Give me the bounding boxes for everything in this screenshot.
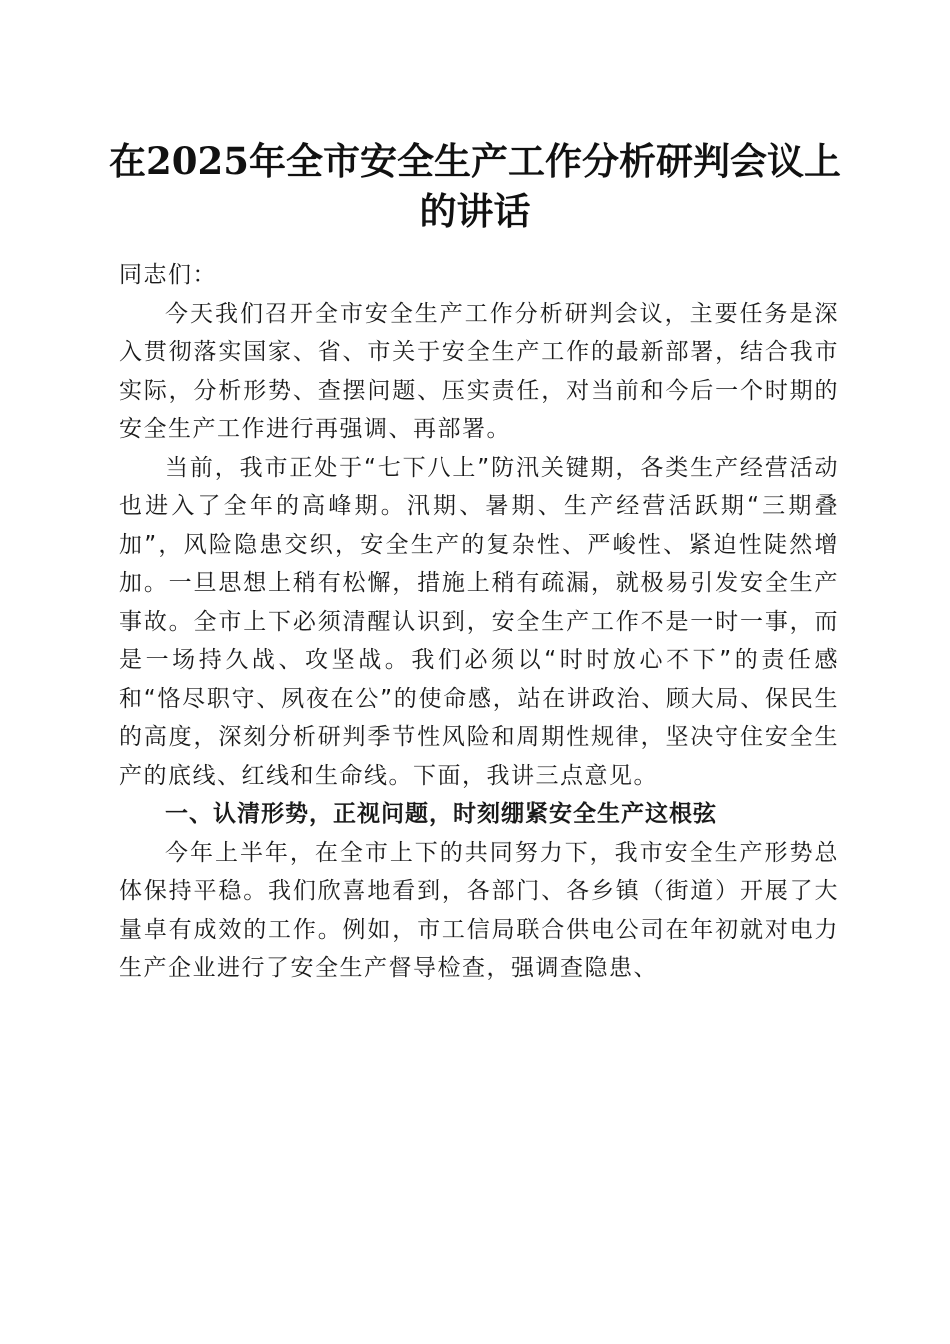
salutation: 同志们： [119,262,217,288]
document-body [119,256,839,988]
paragraph-opening: 今天我们召开全市安全生产工作分析研判会议，主要任务是深入贯彻落实国家、省、市关于安全生产工作的最新部署，结合我市实际，分析形势、查摆问题、压实责任，对当前和今后一个时期的安全生产工作进行再强调、再部署。 [119,300,839,442]
paragraph-situation: 当前，我市正处于“七下八上”防汛关键期，各类生产经营活动也进入了全年的高峰期。汛期、暑期、生产经营活跃期“三期叠加”，风险隐患交织，安全生产的复杂性、严峻性、紧迫性陡然增加。一旦思想上稍有松懈，措施上稍有疏漏，就极易引发安全生产事故。全市上下必须清醒认识到，安全生产工作不是一时一事，而是一场持久战、攻坚战。我们必须以“时时放心不下”的责任感和“恪尽职守、夙夜在公”的使命感，站在讲政治、顾大局、保民生的高度，深刻分析研判季节性风险和周期性规律，坚决守住安全生产的底线、红线和生命线。下面，我讲三点意见。 [119,454,839,789]
document-title [100,136,850,236]
section-heading-1: 一、认清形势，正视问题，时刻绷紧安全生产这根弦 [165,801,717,827]
paragraph-section-1: 今年上半年，在全市上下的共同努力下，我市安全生产形势总体保持平稳。我们欣喜地看到，各部门、各乡镇（街道）开展了大量卓有成效的工作。例如，市工信局联合供电公司在年初就对电力生产企业进行了安全生产督导检查，强调查隐患、 [119,839,839,981]
title-line-2: 的讲话 [419,189,531,233]
title-line-1: 在2025年全市安全生产工作分析研判会议上 [109,139,841,183]
